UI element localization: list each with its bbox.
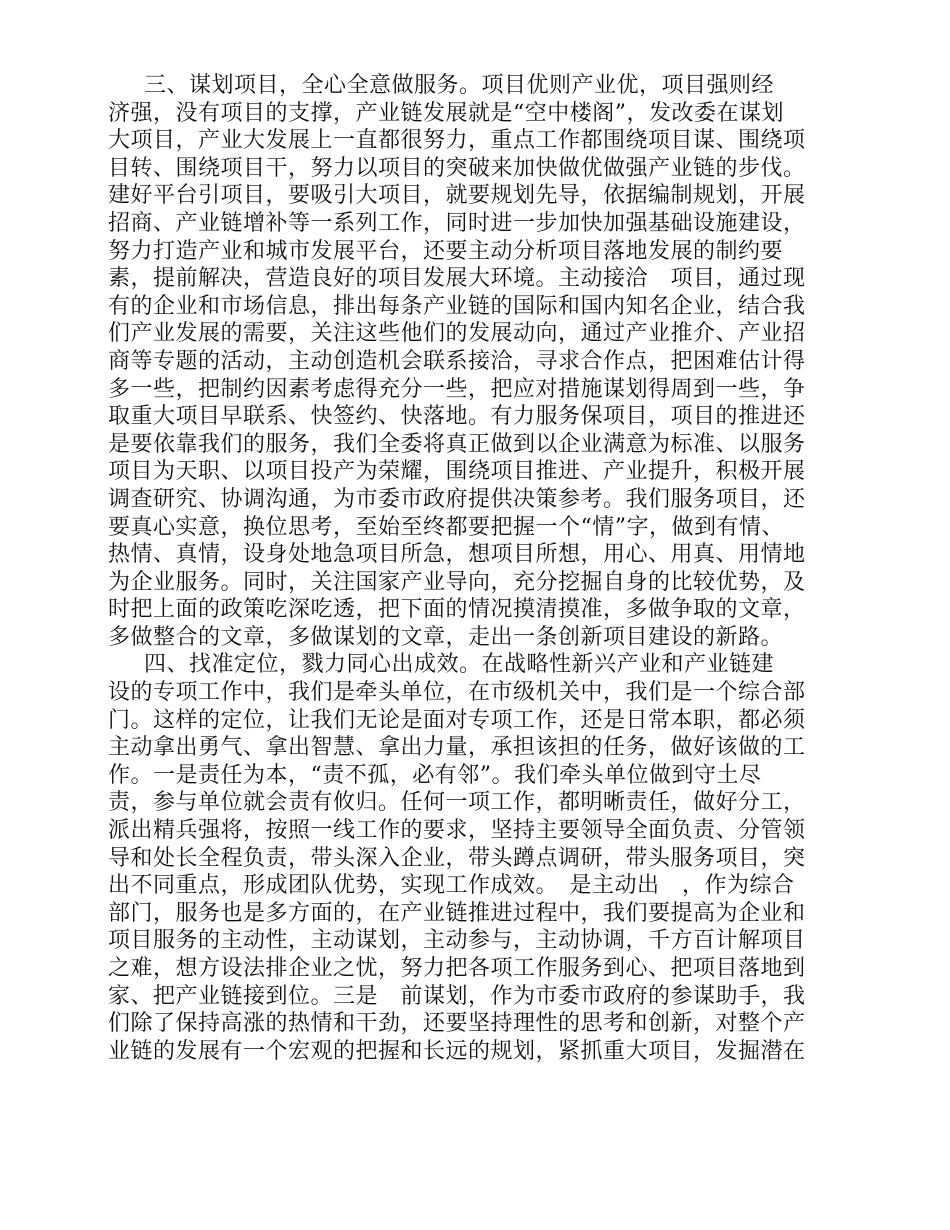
- text-line: 设的专项工作中，我们是牵头单位，在市级机关中，我们是一个综合部: [108, 680, 806, 706]
- text-line: 调查研究、协调沟通，为市委市政府提供决策参考。我们服务项目，还: [108, 486, 806, 512]
- text-line: 要真心实意，换位思考，至始至终都要把握一个“情”字，做到有情、: [108, 514, 784, 540]
- text-line: 导和处长全程负责，带头深入企业，带头蹲点调研，带头服务项目，突: [108, 845, 806, 871]
- text-line: 业链的发展有一个宏观的把握和长远的规划，紧抓重大项目，发掘潜在: [108, 1038, 806, 1064]
- text-line: 项目为天职、以项目投产为荣耀，围绕项目推进、产业提升，积极开展: [108, 459, 806, 485]
- text-line: 门。这样的定位，让我们无论是面对专项工作，还是日常本职，都必须: [108, 707, 806, 733]
- text-line: 时把上面的政策吃深吃透，把下面的情况摸清摸准，多做争取的文章，: [108, 597, 806, 623]
- text-line: 建好平台引项目，要吸引大项目，就要规划先导，依据编制规划，开展: [108, 183, 806, 209]
- text-line: 济强，没有项目的支撑，产业链发展就是“空中楼阁”，发改委在谋划: [108, 100, 784, 126]
- text-line: 之难，想方设法排企业之忧，努力把各项工作服务到心、把项目落地到: [108, 956, 806, 981]
- text-line: 作。一是责任为本，“责不孤，必有邻”。我们牵头单位做到守土尽: [108, 762, 762, 788]
- text-line: 们产业发展的需要，关注这些他们的发展动向，通过产业推介、产业招: [108, 321, 806, 347]
- text-line: 出不同重点，形成团队优势，实现工作成效。 是主动出 ，作为综合: [108, 873, 795, 899]
- text-line: 主动拿出勇气、拿出智慧、拿出力量，承担该担的任务，做好该做的工: [108, 735, 806, 761]
- text-line: 目转、围绕项目干，努力以项目的突破来加快做优做强产业链的步伐。: [108, 155, 806, 181]
- text-line: 商等专题的活动，主动创造机会联系接洽，寻求合作点，把困难估计得: [108, 348, 806, 374]
- document-body: [108, 72, 848, 1065]
- text-line: 四、找准定位，戮力同心出成效。在战略性新兴产业和产业链建: [144, 652, 775, 678]
- text-line: 派出精兵强将，按照一线工作的要求，坚持主要领导全面负责、分管领: [108, 818, 806, 844]
- text-line: 素，提前解决，营造良好的项目发展大环境。主动接洽 项目，通过现: [108, 266, 806, 292]
- text-line: 项目服务的主动性，主动谋划，主动参与，主动协调，千方百计解项目: [108, 928, 806, 954]
- text-line: 招商、产业链增补等一系列工作，同时进一步加快加强基础设施建设，: [108, 210, 806, 236]
- text-line: 责，参与单位就会责有攸归。任何一项工作，都明晰责任，做好分工，: [108, 790, 806, 816]
- text-line: 多做整合的文章，多做谋划的文章，走出一条创新项目建设的新路。: [108, 624, 784, 650]
- text-line: 部门，服务也是多方面的，在产业链推进过程中，我们要提高为企业和: [108, 900, 806, 926]
- text-line: 三、谋划项目，全心全意做服务。项目优则产业优，项目强则经: [144, 73, 775, 98]
- text-line: 多一些，把制约因素考虑得充分一些，把应对措施谋划得周到一些，争: [108, 376, 806, 402]
- text-line: 家、把产业链接到位。三是 前谋划，作为市委市政府的参谋助手，我: [108, 983, 806, 1009]
- paragraph-3: [108, 72, 848, 651]
- text-line: 是要依靠我们的服务，我们全委将真正做到以企业满意为标准、以服务: [108, 431, 806, 457]
- text-line: 努力打造产业和城市发展平台，还要主动分析项目落地发展的制约要: [108, 238, 784, 264]
- text-line: 为企业服务。同时，关注国家产业导向，充分挖掘自身的比较优势，及: [108, 569, 806, 595]
- text-line: 大项目，产业大发展上一直都很努力，重点工作都围绕项目谋、围绕项: [108, 128, 806, 154]
- text-line: 热情、真情，设身处地急项目所急，想项目所想，用心、用真、用情地: [108, 542, 806, 568]
- text-line: 取重大项目早联系、快签约、快落地。有力服务保项目，项目的推进还: [108, 404, 806, 430]
- text-line: 们除了保持高涨的热情和干劲，还要坚持理性的思考和创新，对整个产: [108, 1011, 806, 1037]
- paragraph-4: [108, 651, 848, 1065]
- text-line: 有的企业和市场信息，排出每条产业链的国际和国内知名企业，结合我: [108, 293, 806, 319]
